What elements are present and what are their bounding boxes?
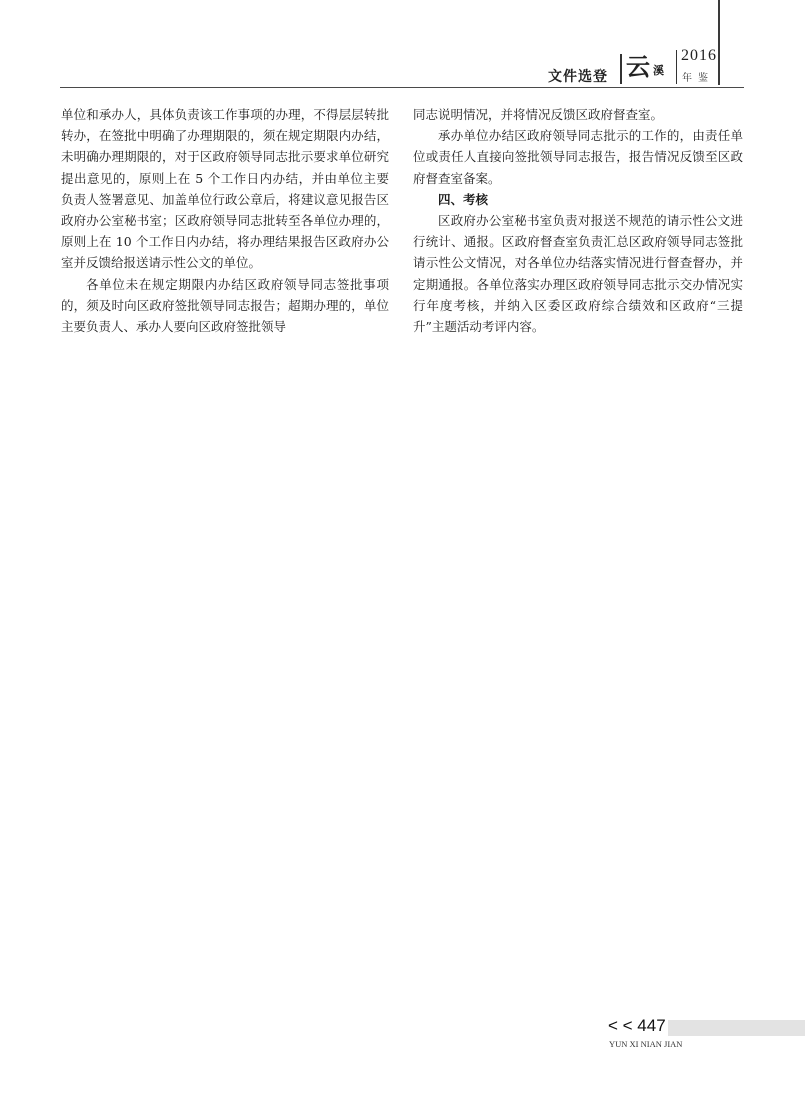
header-rule (60, 87, 744, 88)
yearbook-label: 年鉴 (682, 73, 714, 84)
left-column (61, 104, 389, 337)
section-title: 文件选登 (548, 69, 608, 85)
header-separator (620, 54, 622, 84)
year-label: 2016 (681, 47, 717, 64)
header-separator-2 (676, 50, 677, 84)
logo-character-yun: 云 (626, 53, 650, 81)
header-vertical-rule (718, 0, 720, 85)
paragraph: 同志说明情况，并将情况反馈区政府督查室。 (413, 107, 664, 122)
right-column (413, 104, 743, 337)
paragraph: 各单位未在规定期限内办结区政府领导同志签批事项的，须及时向区政府签批领导同志报告；超期办理的，单位主要负责人、承办人要向区政府签批领导 (61, 276, 389, 335)
page-number: < < 447 (608, 1016, 666, 1035)
footer-bar (668, 1020, 805, 1036)
publication-name: YUN XI NIAN JIAN (609, 1039, 683, 1049)
paragraph: 区政府办公室秘书室负责对报送不规范的请示性公文进行统计、通报。区政府督查室负责汇总区政府领导同志签批请示性公文情况，对各单位办结落实情况进行督查督办，并定期通报。各单位落实办理区政府领导同志批示交办情况实行年度考核，并纳入区委区政府综合绩效和区政府“三提升”主题活动考评内容。 (413, 213, 743, 335)
paragraph: 承办单位办结区政府领导同志批示的工作的，由责任单位或责任人直接向签批领导同志报告，报告情况反馈至区政府督查室备案。 (413, 128, 743, 186)
logo-character-xi: 溪 (653, 64, 664, 77)
yearbook-logo (626, 52, 672, 86)
section-heading: 四、考核 (438, 191, 489, 207)
paragraph: 单位和承办人，具体负责该工作事项的办理，不得层层转批转办，在签批中明确了办理期限的，须在规定期限内办结，未明确办理期限的，对于区政府领导同志批示要求单位研究提出意见的，原则上在 5 个工作日内办结，并由单位主要负责人签署意见、加盖单位行政公章后，将建议意见报告区政府办公室秘书室；区政府领导同志批转至各单位办理的，原则上在 10 个工作日内办结，将办理结果报告区政府办公室并反馈给报送请示性公文的单位。 (61, 107, 389, 271)
page-header (0, 0, 805, 95)
